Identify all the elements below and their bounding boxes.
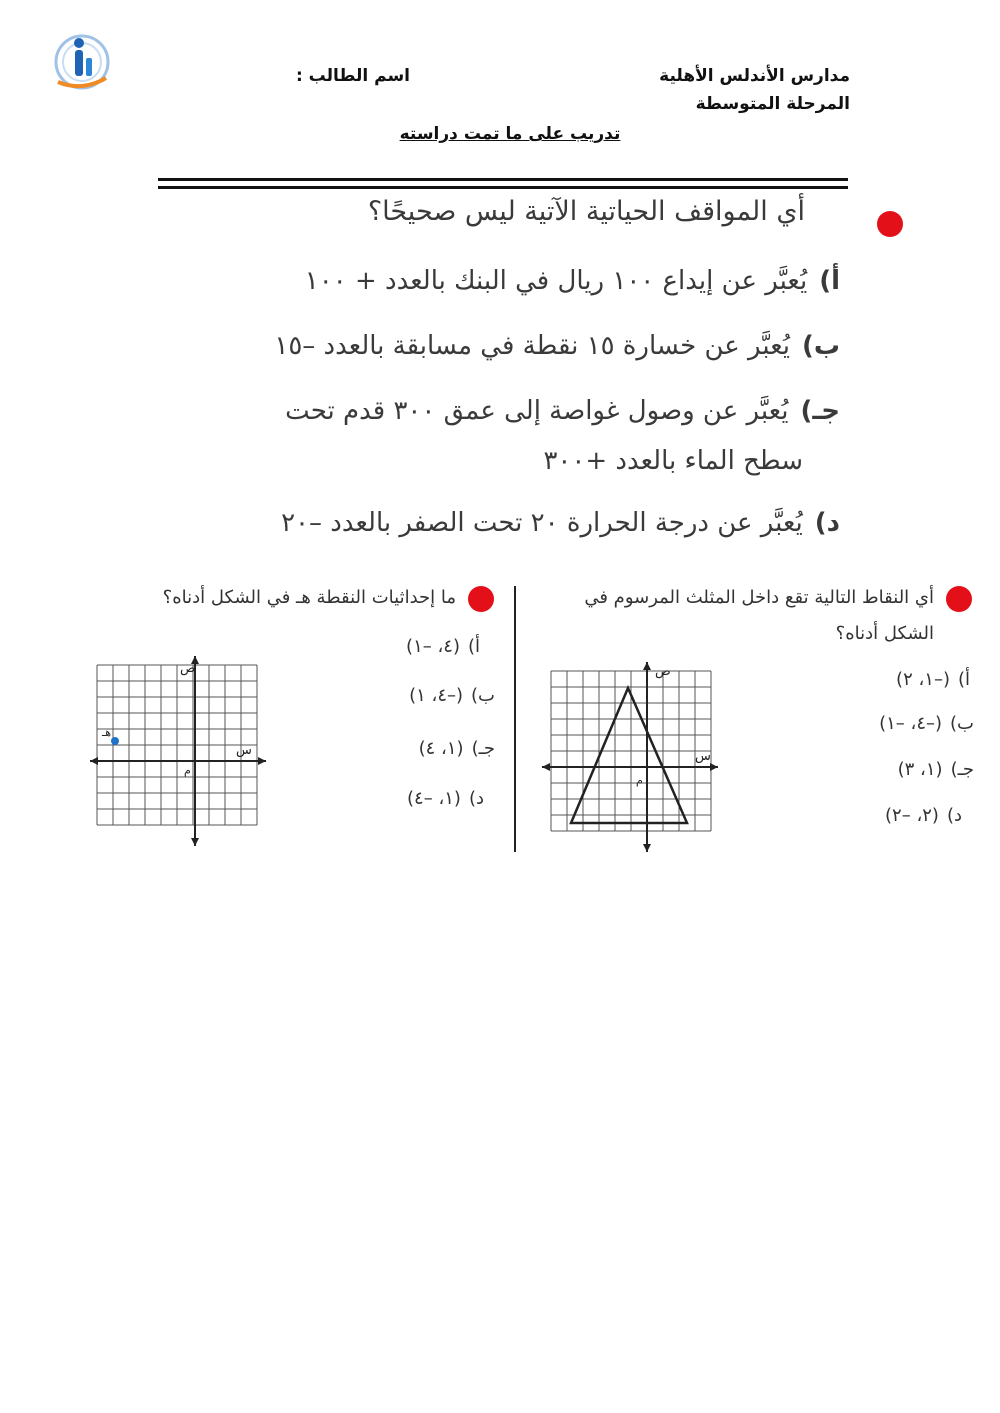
column-divider <box>514 586 516 852</box>
q2-option-a[interactable] <box>896 669 970 690</box>
option-text: يُعبَّر عن درجة الحرارة ٢٠ تحت الصفر بالعدد –٢٠ <box>281 508 803 538</box>
q2-coordinate-grid <box>540 660 720 855</box>
q2-option-c[interactable] <box>898 759 974 780</box>
q3-option-b[interactable] <box>409 685 495 706</box>
question-bullet <box>946 586 972 612</box>
point-he-label: هـ <box>102 726 112 739</box>
q3-option-d[interactable] <box>407 788 484 809</box>
q3-stem: ما إحداثيات النقطة هـ في الشكل أدناه؟ <box>162 587 456 608</box>
option-text: (–١، ٢) <box>896 669 950 690</box>
option-label: أ) <box>467 636 480 657</box>
q3-option-c[interactable] <box>419 738 495 759</box>
stage-name: المرحلة المتوسطة <box>695 94 850 114</box>
y-axis-label: ص <box>655 664 671 679</box>
q2-option-d[interactable] <box>885 805 962 826</box>
school-header <box>659 62 850 118</box>
option-label: ب) <box>801 331 840 361</box>
student-name-label: اسم الطالب : <box>295 66 410 86</box>
worksheet-title: تدريب على ما تمت دراسته <box>399 124 621 144</box>
option-text: (١، ٣) <box>897 759 943 780</box>
q1-stem: أي المواقف الحياتية الآتية ليس صحيحًا؟ <box>367 196 805 227</box>
option-text: (–٤، –١) <box>879 713 943 734</box>
q1-option-c-line2 <box>543 446 803 476</box>
option-label: أ) <box>819 266 840 296</box>
question-bullet <box>877 211 903 237</box>
origin-label: م <box>636 774 643 787</box>
option-text: يُعبَّر عن إيداع ١٠٠ ريال في البنك بالعدد + ١٠٠ <box>304 266 808 296</box>
x-axis-label: س <box>695 749 711 764</box>
option-label: د) <box>814 508 840 538</box>
school-logo <box>48 28 118 98</box>
option-text: (١، –٤) <box>407 788 461 809</box>
option-label: د) <box>946 805 962 826</box>
y-axis-label: ص <box>180 661 196 676</box>
question-bullet <box>468 586 494 612</box>
q1-option-c[interactable] <box>285 396 840 426</box>
option-text: (٤، –١) <box>406 636 460 657</box>
option-label: د) <box>468 788 484 809</box>
option-label: ب) <box>950 713 974 734</box>
option-label: أ) <box>957 669 970 690</box>
point-he <box>111 737 119 745</box>
triangle-shape <box>571 688 687 823</box>
q2-stem-line2: الشكل أدناه؟ <box>835 623 934 644</box>
q3-coordinate-grid <box>88 654 268 849</box>
q3-option-a[interactable] <box>406 636 480 657</box>
option-label: ب) <box>471 685 495 706</box>
option-label: جـ) <box>471 738 495 759</box>
q1-option-b[interactable] <box>274 331 840 361</box>
option-text: (–٤، ١) <box>409 685 464 706</box>
option-text-continued: سطح الماء بالعدد +٣٠٠ <box>543 446 803 476</box>
school-name: مدارس الأندلس الأهلية <box>659 66 850 86</box>
q2-stem-line1: أي النقاط التالية تقع داخل المثلث المرسوم في <box>584 587 934 608</box>
option-text: يُعبَّر عن خسارة ١٥ نقطة في مسابقة بالعدد –١٥ <box>274 331 790 361</box>
option-text: يُعبَّر عن وصول غواصة إلى عمق ٣٠٠ قدم تحت <box>285 396 789 426</box>
option-label: جـ) <box>800 396 840 426</box>
q1-option-d[interactable] <box>281 508 840 538</box>
option-text: (١، ٤) <box>418 738 464 759</box>
divider-line-top <box>158 178 848 181</box>
origin-label: م <box>184 764 191 777</box>
q2-option-b[interactable] <box>879 713 974 734</box>
q1-option-a[interactable] <box>305 266 840 296</box>
divider-line-bottom <box>158 186 848 189</box>
option-text: (٢، –٢) <box>885 805 939 826</box>
option-label: جـ) <box>950 759 974 780</box>
x-axis-label: س <box>236 743 252 758</box>
